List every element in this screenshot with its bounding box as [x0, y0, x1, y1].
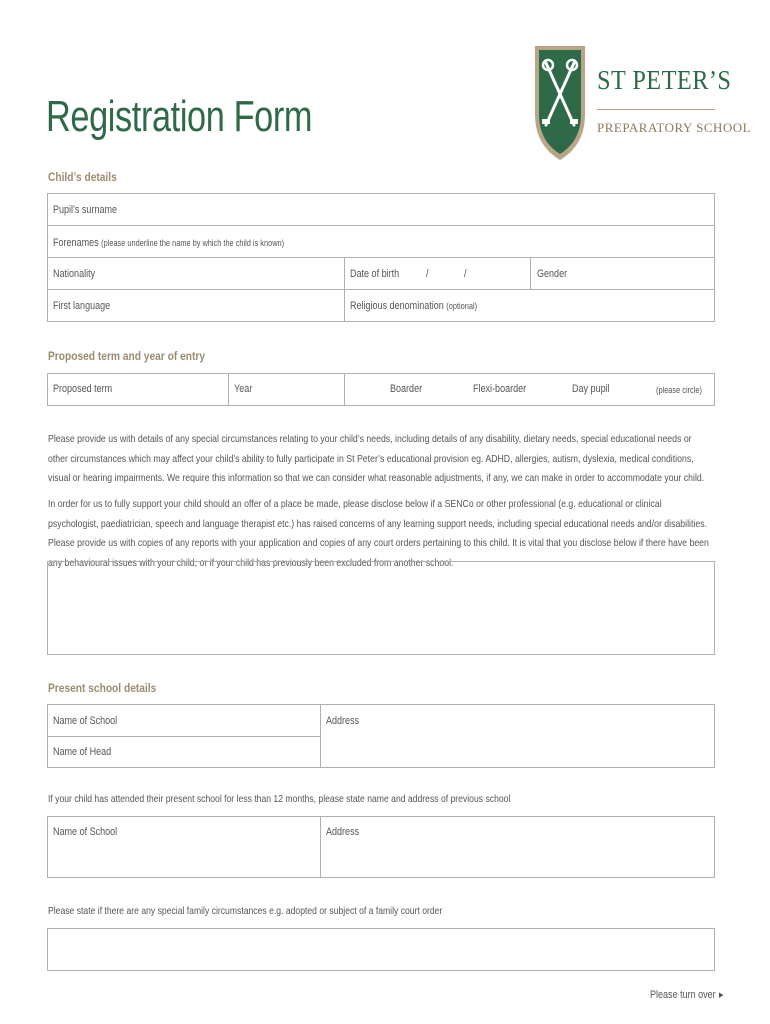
forenames-field[interactable]	[53, 237, 284, 249]
divider	[344, 257, 345, 322]
forenames-label: Forenames	[53, 237, 99, 249]
present-school-address-field[interactable]: Address	[326, 715, 360, 727]
proposed-term-field[interactable]: Proposed term	[53, 383, 113, 395]
section-heading-childs-details: Child’s details	[48, 170, 117, 184]
day-pupil-option[interactable]: Day pupil	[572, 383, 610, 395]
circumstances-paragraph-1: Please provide us with details of any special circumstances relating to your child’s needs, including details of any disability, dietary needs, special educational needs or other circumstances which may affect your child’s ability to fully participate in St Peter’s educational provision eg. ADHD, allergies, autism, dyslexia, medical conditions, visual or hearing impairments. We require this information so that we can consider what reasonable adjustments, if any, we can make in order to accommodate your child.	[48, 433, 705, 484]
circumstances-paragraph-2: In order for us to fully support your child should an offer of a place be made, please disclose below if a SENCo or other professional (e.g. educational or clinical psychologist, paediatrician, speech and language therapist etc.) has raised concerns of any learning support needs, including special educational needs and/or disabilities. Please provide us with copies of any reports with your application and copies of any court orders pertaining to this child. It is vital that you disclose below if there have been any behavioural issues with your child, or if your child has previously been excluded from another school.	[48, 498, 709, 569]
religious-denomination-label: Religious denomination	[350, 300, 444, 312]
family-circumstances-note: Please state if there are any special family circumstances e.g. adopted or subject of a family court order	[48, 905, 443, 917]
divider	[47, 225, 715, 226]
religious-denomination-field[interactable]	[350, 300, 477, 312]
divider	[47, 289, 715, 290]
school-logo	[534, 45, 752, 161]
nationality-field[interactable]: Nationality	[53, 268, 96, 280]
previous-school-note: If your child has attended their present school for less than 12 months, please state name and address of previous school	[48, 793, 511, 805]
previous-school-name-field[interactable]: Name of School	[53, 826, 118, 838]
entry-table	[47, 373, 715, 406]
section-heading-present-school: Present school details	[48, 681, 157, 695]
name-of-head-field[interactable]: Name of Head	[53, 746, 112, 758]
religious-note: (optional)	[446, 301, 478, 311]
gender-field[interactable]: Gender	[537, 268, 568, 280]
divider	[530, 257, 531, 290]
forenames-note: (please underline the name by which the child is known)	[101, 238, 285, 248]
present-school-name-field[interactable]: Name of School	[53, 715, 118, 727]
divider	[47, 736, 321, 737]
divider	[320, 704, 321, 768]
please-turn-over	[650, 988, 724, 1001]
flexi-boarder-option[interactable]: Flexi-boarder	[473, 383, 527, 395]
divider	[320, 816, 321, 878]
pupil-surname-field[interactable]: Pupil’s surname	[53, 204, 118, 216]
family-circumstances-textarea[interactable]	[47, 928, 715, 971]
divider	[47, 257, 715, 258]
please-turn-over-label: Please turn over	[650, 989, 716, 1001]
previous-school-table	[47, 816, 715, 878]
circumstances-textarea[interactable]	[47, 561, 715, 655]
circle-note: (please circle)	[656, 385, 702, 395]
logo-divider	[597, 109, 715, 110]
section-heading-entry: Proposed term and year of entry	[48, 349, 206, 363]
crest-icon	[534, 45, 586, 161]
date-of-birth-field[interactable]: Date of birth	[350, 268, 400, 280]
year-field[interactable]: Year	[234, 383, 253, 395]
previous-school-address-field[interactable]: Address	[326, 826, 360, 838]
dob-separator: /	[426, 268, 429, 280]
school-subtitle: PREPARATORY SCHOOL	[597, 120, 752, 135]
divider	[344, 373, 345, 406]
school-name: ST PETER’S	[597, 65, 732, 95]
arrow-right-icon: ▸	[718, 989, 724, 1001]
first-language-field[interactable]: First language	[53, 300, 111, 312]
boarder-option[interactable]: Boarder	[390, 383, 423, 395]
divider	[228, 373, 229, 406]
dob-separator: /	[464, 268, 467, 280]
page-title: Registration Form	[46, 92, 313, 141]
